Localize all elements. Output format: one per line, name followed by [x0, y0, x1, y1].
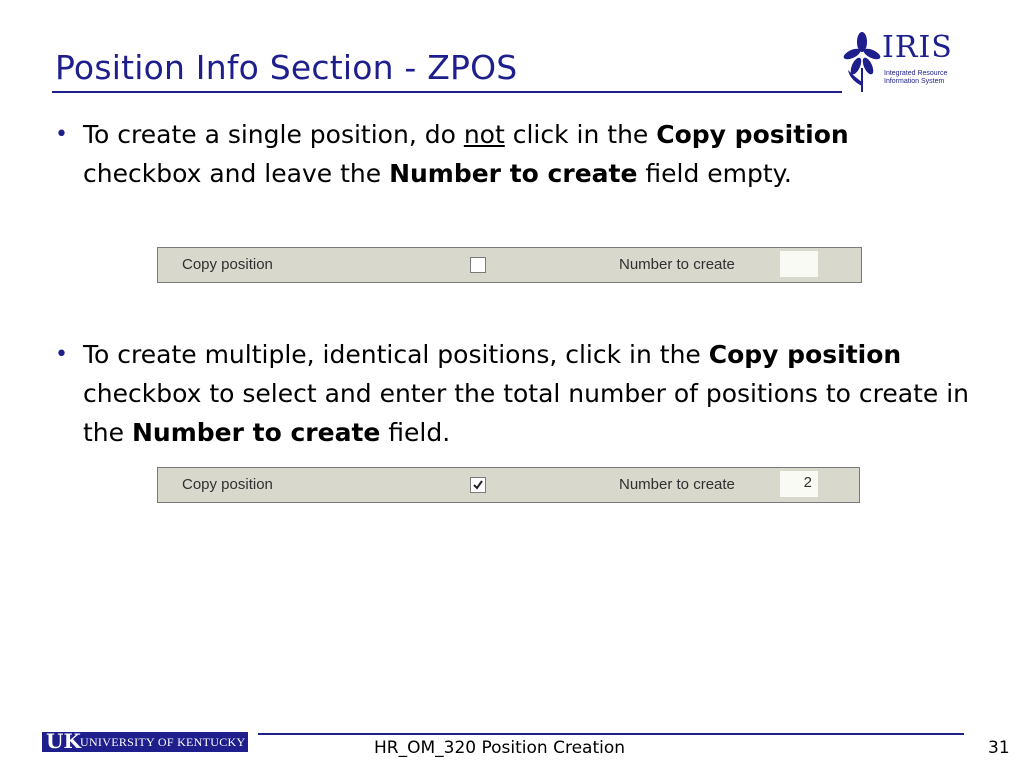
bullet-text-bold: Copy position: [708, 340, 902, 369]
number-to-create-field[interactable]: [780, 251, 818, 277]
bullet-text-segment: checkbox to select and enter the total number of positions to create in the: [83, 379, 969, 447]
iris-logo-subtitle: [884, 70, 974, 86]
bullet-text-segment: To create multiple, identical positions, click in the: [83, 340, 709, 369]
copy-position-checkbox[interactable]: [470, 257, 486, 273]
bullet-text-bold: Number to create: [131, 418, 381, 447]
checkmark-icon: [472, 479, 484, 491]
iris-logo-word: IRIS: [882, 30, 953, 65]
iris-logo-subtitle-line1: Integrated Resource: [884, 70, 948, 77]
page-number: 31: [988, 738, 1010, 758]
bullet-dot: •: [55, 122, 68, 147]
copy-position-label: Copy position: [182, 256, 273, 273]
slide-title: Position Info Section - ZPOS: [55, 48, 518, 87]
copy-position-label: Copy position: [182, 476, 273, 493]
copy-position-panel-checked: [157, 467, 860, 503]
number-to-create-label: Number to create: [619, 256, 735, 273]
number-to-create-field[interactable]: 2: [780, 471, 818, 497]
bullet-dot: •: [55, 342, 68, 367]
iris-logo-subtitle-line2: Information System: [884, 78, 945, 85]
iris-flower-icon: [842, 30, 882, 94]
bullet-text-segment: click in the: [504, 120, 657, 149]
bullet-text-segment: To create a single position, do: [83, 120, 464, 149]
title-underline: [52, 91, 842, 93]
university-of-kentucky-logo: [42, 732, 248, 752]
uk-logo-mark: UK: [46, 732, 81, 752]
bullet-text-segment: field empty.: [637, 159, 792, 188]
copy-position-checkbox[interactable]: [470, 477, 486, 493]
footer-course-title: HR_OM_320 Position Creation: [374, 738, 626, 758]
bullet-text-underlined: not: [463, 120, 505, 149]
bullet-text-bold: Number to create: [389, 159, 638, 188]
bullet-text-1: [83, 115, 973, 193]
bullet-text-bold: Copy position: [656, 120, 849, 149]
bullet-text-segment: field.: [380, 418, 451, 447]
bullet-text-2: [83, 335, 973, 452]
copy-position-panel-unchecked: [157, 247, 862, 283]
number-to-create-label: Number to create: [619, 476, 735, 493]
iris-logo: [842, 30, 972, 100]
footer-rule: [258, 733, 964, 735]
uk-logo-text: UNIVERSITY OF KENTUCKY: [80, 735, 246, 749]
bullet-text-segment: checkbox and leave the: [83, 159, 390, 188]
